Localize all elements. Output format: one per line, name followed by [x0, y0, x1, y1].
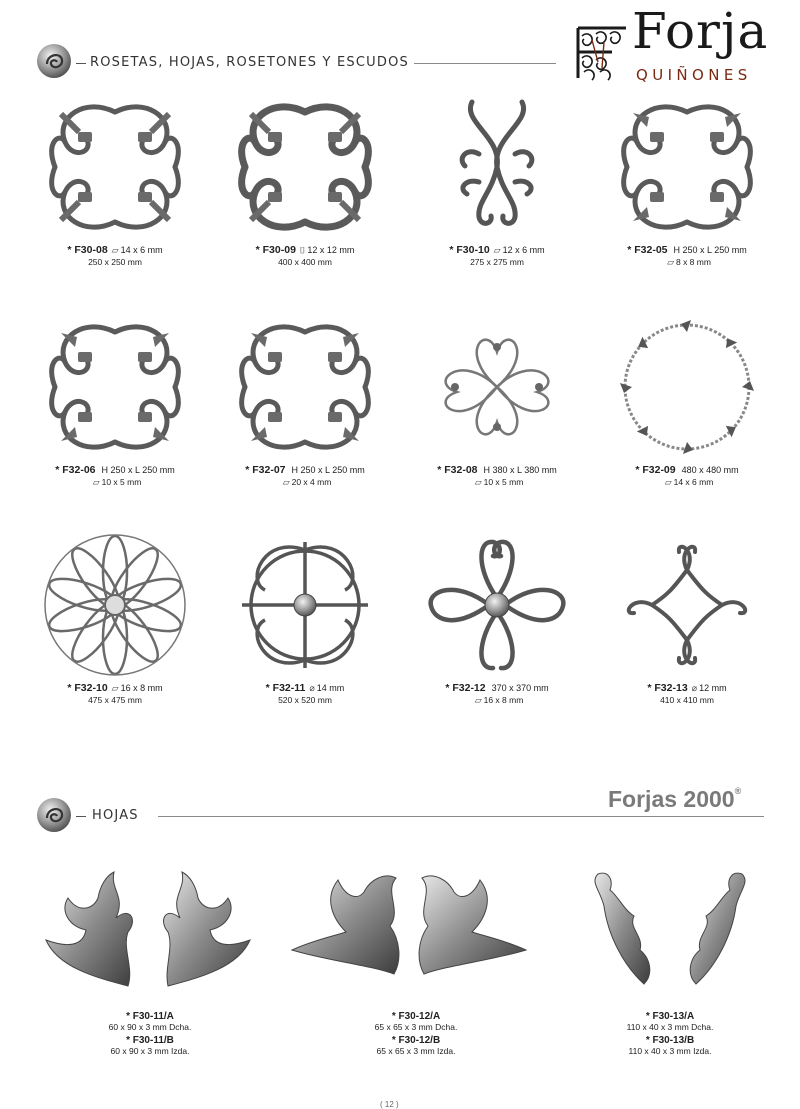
product-size: 250 x 250 mm	[88, 257, 142, 267]
product-line-1	[210, 682, 400, 694]
product-line-1	[20, 682, 210, 694]
leaf-code-b: * F30-12/B	[391, 1035, 441, 1046]
partner-logo: Forjas 2000®	[608, 786, 742, 812]
product-line-2	[20, 257, 210, 267]
product-line-2	[592, 477, 782, 488]
section-dash	[76, 63, 86, 64]
product-line-1	[592, 464, 782, 476]
product-image	[607, 92, 767, 242]
round-bar-icon: ⌀	[691, 683, 698, 693]
square-bar-icon: ▱	[667, 257, 674, 267]
leaf-code-b: * F30-13/B	[645, 1035, 695, 1046]
brand-subtitle: QUIÑONES	[636, 66, 752, 84]
product-code: * F32-07	[245, 464, 286, 476]
section-title-rosetas: ROSETAS, HOJAS, ROSETONES Y ESCUDOS	[90, 55, 409, 70]
leaf-image-f30-12	[284, 870, 534, 993]
product-profile: 370 x 370 mm	[491, 683, 549, 693]
leaf-image-f30-13	[584, 866, 764, 995]
product-image	[607, 312, 767, 462]
product-profile: H 250 x L 250 mm	[291, 465, 365, 475]
product-item	[210, 530, 400, 705]
product-line-1	[592, 244, 782, 256]
product-profile: H 380 x L 380 mm	[483, 465, 557, 475]
product-line-2	[210, 477, 400, 488]
product-line-1	[402, 682, 592, 694]
product-size: 10 x 5 mm	[483, 477, 524, 487]
product-code: * F32-13	[647, 682, 688, 694]
product-code: * F30-08	[67, 244, 108, 256]
product-item	[592, 92, 782, 268]
product-line-1	[402, 244, 592, 256]
leaf-code-a: * F30-11/A	[126, 1011, 174, 1022]
section-rule-2	[158, 816, 764, 817]
product-code: * F30-09	[255, 244, 296, 256]
product-item	[592, 530, 782, 705]
product-line-2	[20, 477, 210, 488]
product-image	[225, 312, 385, 462]
product-size: 275 x 275 mm	[470, 257, 524, 267]
product-line-2	[592, 257, 782, 268]
product-image	[417, 312, 577, 462]
square-bar-icon: ▱	[474, 477, 482, 487]
square-bar-icon: ▱	[493, 245, 501, 255]
product-code: * F32-11	[265, 682, 306, 694]
product-size: 8 x 8 mm	[675, 257, 711, 267]
square-bar-icon: ▱	[92, 477, 100, 487]
product-line-2	[210, 695, 400, 705]
product-size: 10 x 5 mm	[101, 477, 142, 487]
product-image	[417, 92, 577, 242]
product-image	[35, 530, 195, 680]
product-size: 520 x 520 mm	[278, 695, 332, 705]
product-item	[210, 92, 400, 267]
product-item	[20, 312, 210, 488]
product-profile: 14 x 6 mm	[120, 245, 163, 255]
product-profile: 12 x 12 mm	[307, 245, 355, 255]
square-bar-icon: ▱	[111, 683, 119, 693]
leaf-desc-b: 110 x 40 x 3 mm Izda.	[628, 1046, 712, 1056]
product-size: 475 x 475 mm	[88, 695, 142, 705]
brand-logo-icon	[572, 22, 632, 89]
product-profile: 12 mm	[699, 683, 727, 693]
product-line-1	[20, 464, 210, 476]
section-title-hojas: HOJAS	[92, 808, 139, 823]
product-profile: 480 x 480 mm	[681, 465, 739, 475]
product-profile: H 250 x L 250 mm	[673, 245, 747, 255]
product-size: 400 x 400 mm	[278, 257, 332, 267]
product-size: 410 x 410 mm	[660, 695, 714, 705]
leaf-desc-a: 110 x 40 x 3 mm Dcha.	[626, 1022, 714, 1032]
product-code: * F32-08	[437, 464, 478, 476]
product-image	[607, 530, 767, 680]
product-item	[402, 92, 592, 267]
product-size: 20 x 4 mm	[291, 477, 332, 487]
product-code: * F32-06	[55, 464, 96, 476]
product-line-1	[592, 682, 782, 694]
section-dash-2	[76, 816, 86, 817]
product-line-2	[402, 477, 592, 488]
product-code: * F30-10	[449, 244, 490, 256]
product-code: * F32-09	[635, 464, 676, 476]
square-bar-icon: ▱	[474, 695, 482, 705]
square-bar-icon: ▱	[282, 477, 290, 487]
leaf-code-a: * F30-12/A	[391, 1011, 441, 1022]
product-line-2	[402, 695, 592, 706]
product-size: 16 x 8 mm	[483, 695, 524, 705]
leaf-image-f30-11	[38, 868, 258, 1003]
round-bar-icon: ⌀	[309, 683, 315, 693]
product-code: * F32-10	[67, 682, 108, 694]
scroll-emblem-icon	[35, 42, 73, 80]
leaf-caption-f30-13	[590, 1011, 750, 1059]
product-image	[417, 530, 577, 680]
leaf-caption-f30-12	[336, 1011, 496, 1059]
square-bar-icon: ▱	[664, 477, 672, 487]
leaf-code-a: * F30-13/A	[645, 1011, 695, 1022]
twisted-square-icon: ⌷	[299, 245, 306, 255]
product-line-2	[402, 257, 592, 267]
product-line-1	[20, 244, 210, 256]
product-profile: 16 x 8 mm	[120, 683, 163, 693]
leaf-code-b: * F30-11/B	[126, 1035, 174, 1046]
scroll-emblem-icon-2	[35, 796, 73, 834]
product-image	[225, 92, 385, 242]
leaf-desc-a: 60 x 90 x 3 mm Dcha.	[108, 1022, 192, 1032]
product-line-2	[210, 257, 400, 267]
product-item	[210, 312, 400, 488]
product-code: * F32-12	[445, 682, 486, 694]
product-line-2	[592, 695, 782, 705]
product-profile: 12 x 6 mm	[502, 245, 545, 255]
leaf-desc-b: 65 x 65 x 3 mm Izda.	[376, 1046, 456, 1056]
product-code: * F32-05	[627, 244, 668, 256]
product-item	[20, 92, 210, 267]
product-line-2	[20, 695, 210, 705]
product-item	[402, 312, 592, 488]
product-image	[35, 312, 195, 462]
product-image	[35, 92, 195, 242]
product-profile: H 250 x L 250 mm	[101, 465, 175, 475]
leaf-desc-b: 60 x 90 x 3 mm Izda.	[110, 1046, 190, 1056]
page-number: ( 12 )	[380, 1100, 399, 1109]
product-image	[225, 530, 385, 680]
square-bar-icon: ▱	[111, 245, 119, 255]
product-line-1	[210, 464, 400, 476]
product-item	[592, 312, 782, 488]
product-item	[402, 530, 592, 706]
brand-name: Forja	[632, 2, 769, 60]
product-size: 14 x 6 mm	[673, 477, 714, 487]
leaf-caption-f30-11	[70, 1011, 230, 1059]
product-line-1	[210, 244, 400, 256]
section-rule	[414, 63, 556, 64]
product-profile: 14 mm	[316, 683, 345, 693]
product-item	[20, 530, 210, 705]
product-line-1	[402, 464, 592, 476]
leaf-desc-a: 65 x 65 x 3 mm Dcha.	[374, 1022, 458, 1032]
